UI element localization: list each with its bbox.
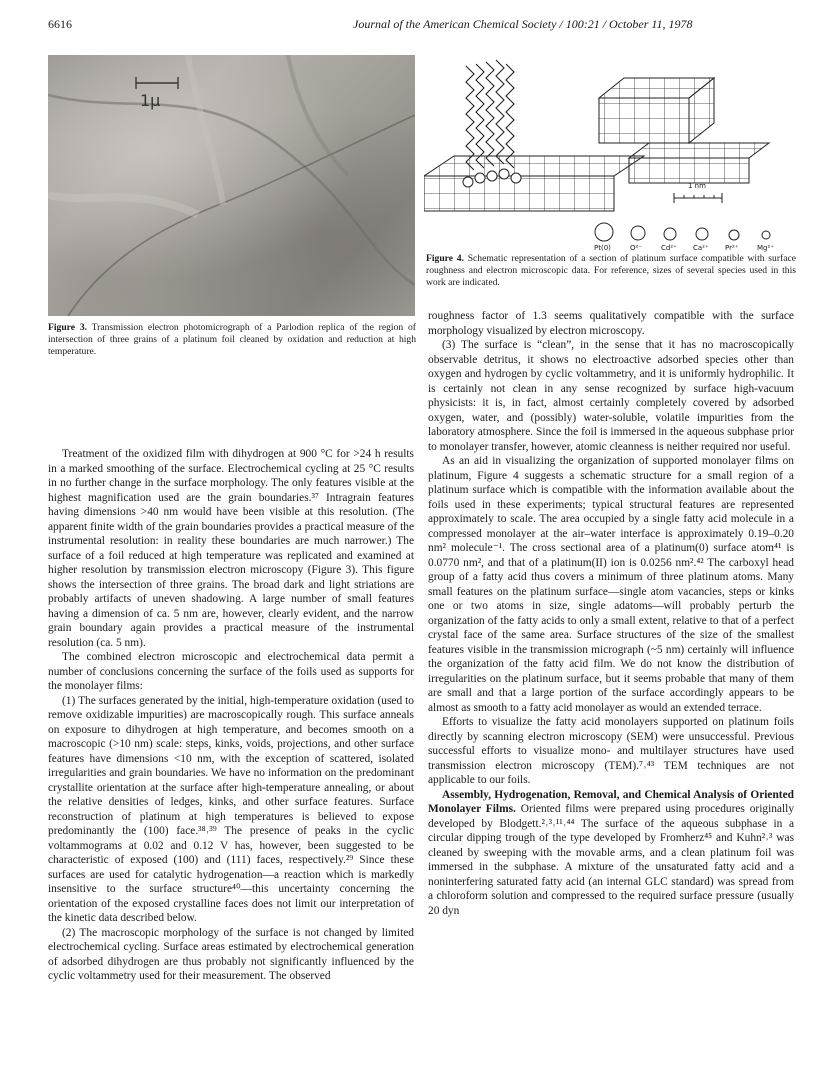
paragraph: Efforts to visualize the fatty acid monolayers supported on platinum foils directly by scanning electron microscopy (SEM) were unsuccessful. Previous successful efforts to visualize mono- and multilayer structures have used transmission electron microscopy (TEM).⁷˒⁴³ TEM techniques are not applicable to our foils. [428,716,794,786]
paragraph: (1) The surfaces generated by the initial, high-temperature oxidation (used to remove oxidizable impurities) are macroscopically rough. This surface anneals on exposure to dihydrogen at high temperature, and becomes smooth on a macroscopic (>10 nm) scale: steps, kinks, voids, projections, and other surface features have dimensions <10 nm, with the exception of scattered, isolated irregularities and grain boundaries. We have no information on the predominant crystallite orientation at the surface after high-temperature annealing, or about the relative densities of ledges, kinks, and other surface features. Surface reconstruction of platinum at high temperatures is believed to expose predominantly the (100) face.³⁸˒³⁹ The presence of peaks in the cyclic voltammograms at 0.02 and 0.12 V has, however, been suggested to be characteristic of exposed (100) and (111) faces, respectively.²⁹ Since these surfaces are used for catalytic hydrogenation—a reaction which is markedly insensitive to the surface structure⁴⁰—this uncertainty concerning the orientation of the exposed crystalline faces does not limit our interpretation of the kinetic data described below. [48,694,414,924]
paragraph: The combined electron microscopic and electrochemical data permit a number of conclusions concerning the surface of the foils used as supports for the monolayer films: [48,651,414,692]
paragraph: (2) The macroscopic morphology of the surface is not changed by limited electrochemical cycling. Surface areas estimated by electrochemical generation of adsorbed dihydrogen are thus probably not significantly influenced by the cyclic voltammetry used for their measurement. The observed [48,926,414,982]
section-paragraph [428,788,794,919]
species-label-2: Cd²⁺ [661,244,677,252]
species-label-0: Pt(0) [594,244,611,252]
running-header: Journal of the American Chemical Society / 100:21 / October 11, 1978 [353,17,693,31]
figure-3-caption-text: Transmission electron photomicrograph of a Parlodion replica of the region of intersection of three grains of a platinum foil cleaned by oxidation and reduction at high temperature. [48,322,416,358]
figure-3-label: Figure 3. [48,322,88,333]
platinum-surface-schematic [424,58,796,250]
right-column [428,309,794,918]
schematic-scale-label: 1 nm [688,182,706,190]
left-column [48,447,414,984]
paragraph: roughness factor of 1.3 seems qualitatively compatible with the surface morphology visualized by electron microscopy. [428,310,794,337]
species-label-1: O²⁻ [630,244,643,252]
species-label-3: Ca²⁺ [693,244,709,252]
paragraph: As an aid in visualizing the organization of supported monolayer films on platinum, Figure 4 suggests a schematic structure for a small region of a platinum surface which is compatible with the information available about the foils used in these experiments; typical structural features are represented approximately to scale. The area occupied by a single fatty acid molecule in a compressed monolayer at the air–water interface is approximately 0.19–0.20 nm² molecule⁻¹. The cross sectional area of a platinum(0) surface atom⁴¹ is 0.0770 nm², and that of a platinum(II) ion is 0.0256 nm².⁴² The carboxyl head group of a fatty acid thus covers a minimum of three platinum atoms. Many small features on the platinum surface—single atom vacancies, steps or kinks one or two atoms in size, single adatoms—will probably perturb the organization of the fatty acids to only a small extent, relative to that of a perfect crystal face of the same area. Surface structures of the size of the smallest features visible in the transmission micrograph (~5 nm) certainly will influence the organization of the fatty acid film. We do not know the distribution of irregularities on the platinum surface, but it seems probable that many of them are small and that a large portion of the surface accordingly appears to be almost as smooth to a fatty acid monolayer as would an extended terrace. [428,455,794,714]
species-label-5: Mg²⁺ [757,244,774,252]
page-number: 6616 [48,17,72,31]
paragraph: (3) The surface is “clean”, in the sense that it has no macroscopically observable detritus, it shows no electroactive adsorbed species other than oxygen and hydrogen by cyclic voltammetry, and it is uniformly hydrophilic. It is certainly not clean in any sense recognized by surface high-vacuum physicists: it is, in fact, almost certainly completely covered by adsorbed oxygen, water, and (possibly) water-soluble, volatile impurities from the laboratory atmosphere. Since the foil is immersed in the aqueous subphase prior to monolayer transfer, however, atomic cleanness is neither required nor useful. [428,339,794,453]
figure-3-caption [48,322,416,359]
figure-4-caption-text: Schematic representation of a section of platinum surface compatible with surface roughness and electron microscopic data. For reference, sizes of several species used in this work are indicated. [426,253,796,289]
figure-3-micrograph [48,55,415,316]
micrograph-texture [48,55,415,316]
figure-4-label: Figure 4. [426,253,464,264]
figure-4-caption [426,253,796,290]
micrograph-scale-label: 1μ [140,91,161,110]
section-heading: Assembly, Hydrogenation, Removal, and Chemical Analysis of Oriented Monolayer Films. [428,788,794,815]
paragraph: Treatment of the oxidized film with dihydrogen at 900 °C for >24 h results in a marked smoothing of the surface. Electrochemical cycling at 25 °C results in no further change in the surface morphology. The only features visible at the highest magnification used are the grain boundaries.³⁷ Intragrain features having dimensions >40 nm would have been visible at this resolution. (The apparent finite width of the grain boundaries provides a practical measure of the instrumental resolution: in reality these boundaries are much narrower.) The surface of a foil reduced at high temperature was replicated and examined at higher resolution by transmission electron microscopy (Figure 3). This figure shows the intersection of three grains. The broad dark and light striations are probably artifacts of uneven shadowing. A large number of small features having a dimension of ca. 5 nm are, however, clearly evident, and the narrow grain boundary again provides a practical measure of the instrumental resolution (ca. 5 nm). [48,448,414,649]
species-label-4: Pr²⁺ [725,244,739,252]
figure-4-schematic [424,58,796,250]
section-text: Oriented films were prepared using procedures originally developed by Blodgett.²˒³˒¹¹˒⁴⁴ The surface of the aqueous subphase in a circular dipping trough of the type developed by Fromherz⁴⁵ and Kuhn²˒³ was cleaned by sweeping with the movable arms, and a clean platinum foil was immersed in the subphase. A mixture of the unsaturated fatty acid and a noninterfering saturated fatty acid (an internal GLC standard) was spread from a chloroform solution and compressed to the required surface pressure (usually 20 dyn [428,803,795,917]
